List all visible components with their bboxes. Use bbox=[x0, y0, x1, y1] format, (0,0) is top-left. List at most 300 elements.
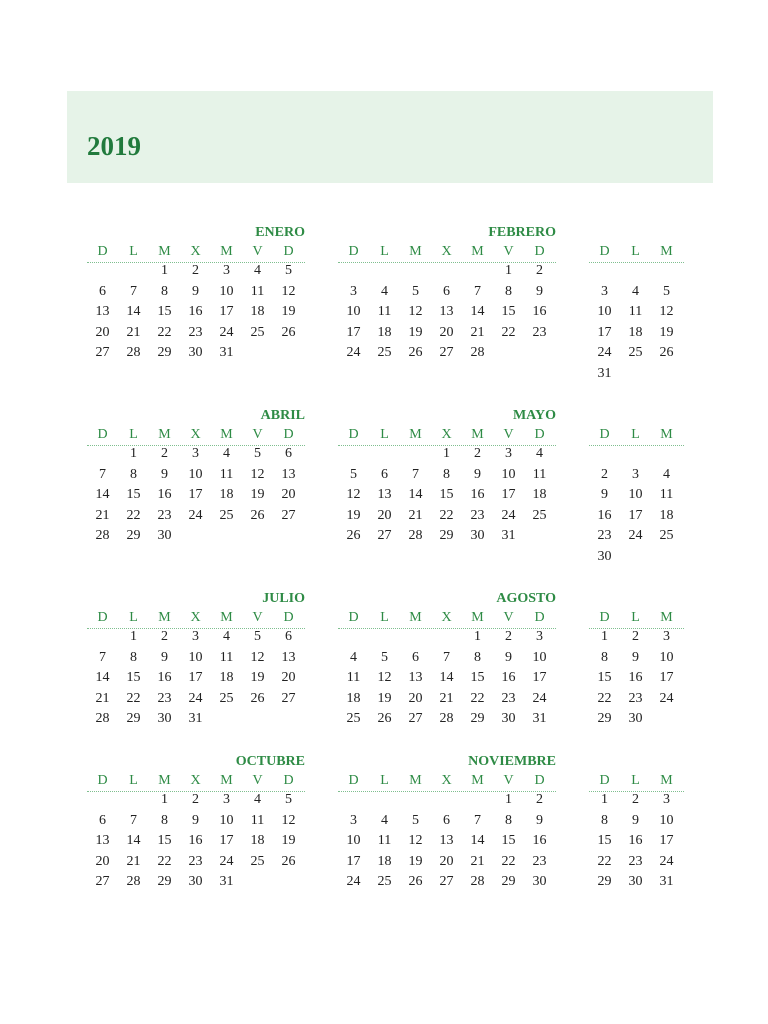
weekday-label: M bbox=[158, 427, 171, 442]
day-cell: 16 bbox=[501, 670, 516, 686]
day-cell: 23 bbox=[628, 690, 643, 706]
month-block bbox=[87, 754, 305, 921]
day-cell: 14 bbox=[470, 304, 485, 320]
month-block bbox=[589, 242, 768, 392]
day-cell: 28 bbox=[95, 711, 110, 727]
day-cell: 31 bbox=[659, 874, 674, 890]
weekday-label: M bbox=[409, 773, 422, 788]
day-cell: 19 bbox=[346, 507, 361, 523]
day-cell: 11 bbox=[659, 487, 674, 503]
weekday-label: D bbox=[97, 610, 108, 625]
weekday-label: X bbox=[441, 773, 452, 788]
weekday-label: L bbox=[631, 427, 640, 442]
day-cell: 13 bbox=[408, 670, 423, 686]
day-cell: 31 bbox=[219, 874, 234, 890]
day-cell: 8 bbox=[443, 466, 450, 482]
day-cell: 29 bbox=[126, 711, 141, 727]
day-cell: 10 bbox=[219, 812, 234, 828]
day-cell: 9 bbox=[161, 466, 168, 482]
day-cell: 25 bbox=[659, 528, 674, 544]
day-cell: 9 bbox=[632, 649, 639, 665]
month-block bbox=[589, 608, 768, 758]
day-cell: 22 bbox=[439, 507, 454, 523]
day-cell: 13 bbox=[439, 304, 454, 320]
day-cell: 8 bbox=[161, 283, 168, 299]
day-cell: 5 bbox=[254, 629, 261, 644]
day-cell: 14 bbox=[470, 833, 485, 849]
day-cell: 20 bbox=[281, 487, 296, 503]
day-cell: 17 bbox=[219, 304, 234, 320]
day-cell: 30 bbox=[157, 528, 172, 544]
day-cell: 25 bbox=[250, 853, 265, 869]
day-cell: 12 bbox=[250, 466, 265, 482]
day-cell: 12 bbox=[408, 304, 423, 320]
day-cell: 26 bbox=[659, 345, 674, 361]
day-cell: 15 bbox=[501, 304, 516, 320]
day-cell: 10 bbox=[188, 649, 203, 665]
day-cell: 17 bbox=[346, 324, 361, 340]
day-cell: 21 bbox=[95, 690, 110, 706]
day-cell: 4 bbox=[632, 283, 639, 299]
month-block bbox=[338, 754, 556, 921]
day-cell: 19 bbox=[250, 670, 265, 686]
day-cell: 1 bbox=[505, 792, 512, 807]
weekday-label: D bbox=[348, 773, 359, 788]
day-cell: 13 bbox=[95, 833, 110, 849]
day-cell: 3 bbox=[350, 812, 357, 828]
day-cell: 26 bbox=[408, 874, 423, 890]
weekday-label: L bbox=[380, 773, 389, 788]
day-cell: 3 bbox=[223, 792, 230, 807]
day-cell: 18 bbox=[377, 853, 392, 869]
day-cell: 10 bbox=[219, 283, 234, 299]
weekday-label: D bbox=[599, 427, 610, 442]
day-cell: 21 bbox=[126, 853, 141, 869]
day-cell: 2 bbox=[192, 263, 199, 278]
day-cell: 3 bbox=[505, 446, 512, 461]
weekday-label: L bbox=[129, 244, 138, 259]
day-cell: 19 bbox=[408, 324, 423, 340]
day-cell: 4 bbox=[223, 629, 230, 644]
day-cell: 11 bbox=[346, 670, 361, 686]
day-cell: 30 bbox=[501, 711, 516, 727]
day-cell: 23 bbox=[532, 324, 547, 340]
day-cell: 9 bbox=[192, 283, 199, 299]
day-cell: 29 bbox=[126, 528, 141, 544]
day-cell: 10 bbox=[188, 466, 203, 482]
weekday-label: L bbox=[631, 244, 640, 259]
day-cell: 10 bbox=[659, 649, 674, 665]
weekday-label: D bbox=[348, 244, 359, 259]
day-cell: 28 bbox=[439, 711, 454, 727]
day-cell: 27 bbox=[95, 345, 110, 361]
day-cell: 27 bbox=[408, 711, 423, 727]
day-cell: 18 bbox=[659, 507, 674, 523]
day-cell: 21 bbox=[95, 507, 110, 523]
day-cell: 24 bbox=[659, 853, 674, 869]
day-cell: 22 bbox=[501, 853, 516, 869]
day-cell: 2 bbox=[601, 466, 608, 482]
day-cell: 14 bbox=[95, 670, 110, 686]
month-block bbox=[87, 408, 305, 575]
weekday-label: V bbox=[252, 244, 263, 259]
day-cell: 10 bbox=[501, 466, 516, 482]
day-cell: 3 bbox=[192, 446, 199, 461]
day-cell: 16 bbox=[157, 487, 172, 503]
day-cell: 4 bbox=[254, 792, 261, 807]
day-cell: 22 bbox=[597, 690, 612, 706]
day-cell: 15 bbox=[597, 833, 612, 849]
day-cell: 17 bbox=[188, 670, 203, 686]
weekday-label: X bbox=[190, 610, 201, 625]
day-cell: 18 bbox=[250, 833, 265, 849]
weekday-label: L bbox=[129, 610, 138, 625]
day-cell: 24 bbox=[659, 690, 674, 706]
day-cell: 27 bbox=[377, 528, 392, 544]
day-cell: 20 bbox=[439, 324, 454, 340]
weekday-label: M bbox=[660, 244, 673, 259]
day-cell: 8 bbox=[161, 812, 168, 828]
day-cell: 10 bbox=[597, 304, 612, 320]
weekday-label: D bbox=[599, 610, 610, 625]
day-cell: 11 bbox=[628, 304, 643, 320]
weekday-header bbox=[589, 608, 684, 629]
month-name: NOVIEMBRE bbox=[468, 754, 556, 769]
day-cell: 1 bbox=[443, 446, 450, 461]
month-block bbox=[338, 408, 556, 575]
day-cell: 1 bbox=[161, 263, 168, 278]
month-name: ENERO bbox=[255, 225, 305, 240]
day-cell: 29 bbox=[597, 711, 612, 727]
day-cell: 30 bbox=[188, 874, 203, 890]
day-cell: 15 bbox=[439, 487, 454, 503]
day-cell: 18 bbox=[377, 324, 392, 340]
day-cell: 11 bbox=[377, 304, 392, 320]
weekday-label: D bbox=[534, 427, 545, 442]
weekday-header bbox=[87, 425, 305, 446]
day-cell: 9 bbox=[192, 812, 199, 828]
day-cell: 23 bbox=[157, 507, 172, 523]
day-cell: 2 bbox=[505, 629, 512, 644]
weekday-label: V bbox=[503, 244, 514, 259]
day-cell: 5 bbox=[285, 263, 292, 278]
day-cell: 24 bbox=[219, 324, 234, 340]
day-cell: 31 bbox=[188, 711, 203, 727]
day-cell: 7 bbox=[99, 466, 106, 482]
weekday-header bbox=[338, 608, 556, 629]
day-cell: 26 bbox=[250, 690, 265, 706]
day-cell: 24 bbox=[188, 507, 203, 523]
day-cell: 26 bbox=[281, 853, 296, 869]
day-cell: 24 bbox=[346, 345, 361, 361]
month-name: JULIO bbox=[262, 591, 305, 606]
day-cell: 25 bbox=[219, 690, 234, 706]
day-cell: 12 bbox=[377, 670, 392, 686]
day-cell: 13 bbox=[439, 833, 454, 849]
weekday-label: M bbox=[471, 244, 484, 259]
day-cell: 7 bbox=[474, 812, 481, 828]
day-cell: 30 bbox=[532, 874, 547, 890]
weekday-label: D bbox=[283, 610, 294, 625]
weekday-label: L bbox=[631, 610, 640, 625]
weekday-label: X bbox=[190, 773, 201, 788]
day-cell: 21 bbox=[470, 324, 485, 340]
weekday-label: L bbox=[631, 773, 640, 788]
day-cell: 16 bbox=[188, 304, 203, 320]
weekday-label: D bbox=[534, 244, 545, 259]
day-cell: 31 bbox=[532, 711, 547, 727]
day-cell: 6 bbox=[285, 446, 292, 461]
day-cell: 31 bbox=[219, 345, 234, 361]
weekday-header bbox=[338, 425, 556, 446]
day-cell: 14 bbox=[126, 304, 141, 320]
day-cell: 2 bbox=[192, 792, 199, 807]
day-cell: 2 bbox=[474, 446, 481, 461]
day-cell: 26 bbox=[250, 507, 265, 523]
day-cell: 29 bbox=[157, 345, 172, 361]
weekday-label: D bbox=[97, 773, 108, 788]
day-cell: 13 bbox=[281, 466, 296, 482]
day-cell: 27 bbox=[439, 874, 454, 890]
weekday-label: D bbox=[283, 773, 294, 788]
day-cell: 3 bbox=[632, 466, 639, 482]
weekday-header bbox=[589, 425, 684, 446]
day-cell: 28 bbox=[126, 874, 141, 890]
day-cell: 24 bbox=[219, 853, 234, 869]
day-cell: 21 bbox=[470, 853, 485, 869]
day-cell: 15 bbox=[501, 833, 516, 849]
day-cell: 21 bbox=[126, 324, 141, 340]
day-cell: 16 bbox=[628, 670, 643, 686]
day-cell: 16 bbox=[157, 670, 172, 686]
weekday-header bbox=[589, 771, 684, 792]
day-cell: 2 bbox=[536, 263, 543, 278]
weekday-label: D bbox=[599, 773, 610, 788]
day-cell: 1 bbox=[601, 792, 608, 807]
weekday-label: X bbox=[190, 244, 201, 259]
day-cell: 30 bbox=[188, 345, 203, 361]
day-cell: 16 bbox=[470, 487, 485, 503]
weekday-label: L bbox=[380, 244, 389, 259]
day-cell: 27 bbox=[95, 874, 110, 890]
month-name: MAYO bbox=[512, 408, 556, 423]
weekday-header bbox=[87, 771, 305, 792]
day-cell: 6 bbox=[443, 812, 450, 828]
day-cell: 7 bbox=[130, 812, 137, 828]
day-cell: 25 bbox=[250, 324, 265, 340]
day-cell: 5 bbox=[663, 283, 670, 299]
day-cell: 23 bbox=[157, 690, 172, 706]
day-cell: 9 bbox=[474, 466, 481, 482]
day-cell: 9 bbox=[601, 487, 608, 503]
day-cell: 24 bbox=[188, 690, 203, 706]
day-cell: 8 bbox=[505, 283, 512, 299]
day-cell: 13 bbox=[95, 304, 110, 320]
day-cell: 8 bbox=[505, 812, 512, 828]
month-name: OCTUBRE bbox=[235, 754, 305, 769]
weekday-label: V bbox=[503, 427, 514, 442]
day-cell: 20 bbox=[439, 853, 454, 869]
day-cell: 15 bbox=[597, 670, 612, 686]
weekday-label: M bbox=[158, 610, 171, 625]
day-cell: 28 bbox=[95, 528, 110, 544]
weekday-label: D bbox=[97, 244, 108, 259]
day-cell: 13 bbox=[281, 649, 296, 665]
day-cell: 18 bbox=[628, 324, 643, 340]
day-cell: 3 bbox=[350, 283, 357, 299]
weekday-label: L bbox=[380, 610, 389, 625]
day-cell: 27 bbox=[281, 507, 296, 523]
day-cell: 8 bbox=[474, 649, 481, 665]
day-cell: 9 bbox=[161, 649, 168, 665]
day-cell: 5 bbox=[285, 792, 292, 807]
day-cell: 22 bbox=[597, 853, 612, 869]
weekday-label: M bbox=[409, 610, 422, 625]
day-cell: 6 bbox=[443, 283, 450, 299]
day-cell: 10 bbox=[346, 833, 361, 849]
day-cell: 24 bbox=[628, 528, 643, 544]
day-cell: 12 bbox=[408, 833, 423, 849]
month-block bbox=[87, 225, 305, 392]
weekday-label: M bbox=[158, 773, 171, 788]
month-name: AGOSTO bbox=[496, 591, 556, 606]
day-cell: 1 bbox=[474, 629, 481, 644]
day-cell: 17 bbox=[597, 324, 612, 340]
day-cell: 9 bbox=[536, 283, 543, 299]
day-cell: 17 bbox=[219, 833, 234, 849]
year-title: 2019 bbox=[87, 131, 141, 161]
day-cell: 1 bbox=[130, 629, 137, 644]
weekday-label: D bbox=[348, 610, 359, 625]
day-cell: 21 bbox=[439, 690, 454, 706]
weekday-label: V bbox=[503, 610, 514, 625]
day-cell: 16 bbox=[532, 304, 547, 320]
weekday-label: D bbox=[348, 427, 359, 442]
day-cell: 25 bbox=[219, 507, 234, 523]
day-cell: 23 bbox=[188, 324, 203, 340]
year-banner bbox=[67, 91, 713, 183]
day-cell: 11 bbox=[250, 812, 265, 828]
day-cell: 2 bbox=[632, 792, 639, 807]
day-cell: 5 bbox=[254, 446, 261, 461]
day-cell: 5 bbox=[412, 812, 419, 828]
day-cell: 2 bbox=[632, 629, 639, 644]
day-cell: 1 bbox=[130, 446, 137, 461]
day-cell: 30 bbox=[157, 711, 172, 727]
day-cell: 26 bbox=[281, 324, 296, 340]
day-cell: 15 bbox=[157, 304, 172, 320]
day-cell: 10 bbox=[346, 304, 361, 320]
day-cell: 3 bbox=[663, 792, 670, 807]
day-cell: 9 bbox=[632, 812, 639, 828]
day-cell: 2 bbox=[161, 629, 168, 644]
day-cell: 6 bbox=[99, 283, 106, 299]
day-cell: 19 bbox=[377, 690, 392, 706]
day-cell: 1 bbox=[505, 263, 512, 278]
day-cell: 24 bbox=[597, 345, 612, 361]
day-cell: 23 bbox=[532, 853, 547, 869]
weekday-label: D bbox=[534, 610, 545, 625]
day-cell: 6 bbox=[412, 649, 419, 665]
month-block bbox=[589, 771, 768, 921]
weekday-label: D bbox=[283, 427, 294, 442]
day-cell: 14 bbox=[439, 670, 454, 686]
day-cell: 26 bbox=[377, 711, 392, 727]
day-cell: 24 bbox=[346, 874, 361, 890]
day-cell: 17 bbox=[188, 487, 203, 503]
day-cell: 3 bbox=[536, 629, 543, 644]
day-cell: 7 bbox=[99, 649, 106, 665]
day-cell: 22 bbox=[470, 690, 485, 706]
day-cell: 30 bbox=[628, 711, 643, 727]
weekday-label: X bbox=[190, 427, 201, 442]
day-cell: 3 bbox=[223, 263, 230, 278]
day-cell: 12 bbox=[346, 487, 361, 503]
day-cell: 17 bbox=[501, 487, 516, 503]
day-cell: 19 bbox=[281, 304, 296, 320]
day-cell: 21 bbox=[408, 507, 423, 523]
day-cell: 17 bbox=[346, 853, 361, 869]
day-cell: 22 bbox=[126, 690, 141, 706]
day-cell: 4 bbox=[536, 446, 543, 461]
day-cell: 23 bbox=[501, 690, 516, 706]
day-cell: 18 bbox=[250, 304, 265, 320]
day-cell: 19 bbox=[659, 324, 674, 340]
day-cell: 17 bbox=[628, 507, 643, 523]
day-cell: 4 bbox=[381, 812, 388, 828]
day-cell: 4 bbox=[381, 283, 388, 299]
day-cell: 25 bbox=[346, 711, 361, 727]
day-cell: 7 bbox=[474, 283, 481, 299]
weekday-label: M bbox=[220, 610, 233, 625]
weekday-label: M bbox=[471, 427, 484, 442]
weekday-label: X bbox=[441, 244, 452, 259]
day-cell: 20 bbox=[408, 690, 423, 706]
day-cell: 3 bbox=[663, 629, 670, 644]
weekday-label: V bbox=[252, 427, 263, 442]
day-cell: 1 bbox=[161, 792, 168, 807]
weekday-header bbox=[338, 242, 556, 263]
weekday-label: L bbox=[129, 427, 138, 442]
weekday-label: M bbox=[660, 427, 673, 442]
weekday-label: M bbox=[409, 244, 422, 259]
weekday-header bbox=[87, 242, 305, 263]
day-cell: 25 bbox=[628, 345, 643, 361]
day-cell: 16 bbox=[188, 833, 203, 849]
day-cell: 18 bbox=[346, 690, 361, 706]
weekday-label: D bbox=[599, 244, 610, 259]
day-cell: 16 bbox=[628, 833, 643, 849]
weekday-label: D bbox=[283, 244, 294, 259]
day-cell: 12 bbox=[659, 304, 674, 320]
day-cell: 19 bbox=[281, 833, 296, 849]
day-cell: 30 bbox=[597, 549, 612, 564]
weekday-label: M bbox=[660, 773, 673, 788]
weekday-header bbox=[87, 608, 305, 629]
day-cell: 1 bbox=[601, 629, 608, 644]
weekday-label: M bbox=[409, 427, 422, 442]
day-cell: 27 bbox=[439, 345, 454, 361]
day-cell: 4 bbox=[350, 649, 357, 665]
day-cell: 5 bbox=[412, 283, 419, 299]
day-cell: 15 bbox=[157, 833, 172, 849]
day-cell: 20 bbox=[95, 853, 110, 869]
day-cell: 28 bbox=[470, 345, 485, 361]
day-cell: 10 bbox=[659, 812, 674, 828]
day-cell: 18 bbox=[219, 670, 234, 686]
day-cell: 26 bbox=[408, 345, 423, 361]
day-cell: 3 bbox=[192, 629, 199, 644]
